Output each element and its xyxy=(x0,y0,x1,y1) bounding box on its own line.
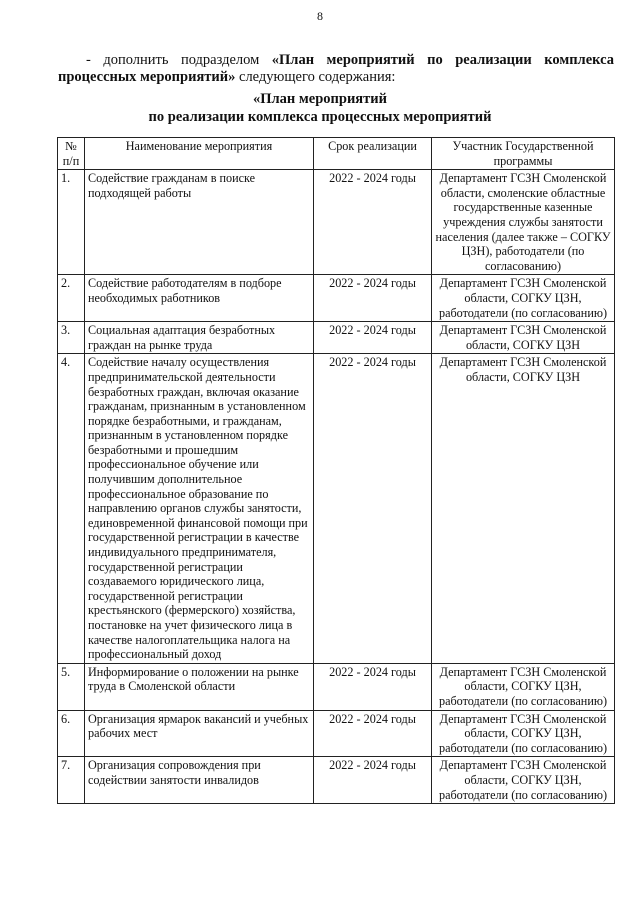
row-participant: Департамент ГСЗН Смоленской области, СОГКУ ЦЗН, работодатели (по согласованию) xyxy=(432,275,615,322)
header-participant: Участник Государственной программы xyxy=(432,138,615,170)
row-term: 2022 - 2024 годы xyxy=(314,275,432,322)
row-term: 2022 - 2024 годы xyxy=(314,322,432,354)
row-num: 4. xyxy=(58,354,85,663)
row-name: Содействие началу осуществления предпринимательской деятельности безработных граждан, включая оказание гражданам, признанным в установленном порядке безработными, и гражданам, признанным в установленном порядке безработными и прошедшим профессиональное обучение или получившим дополнительное профессиональное образование по направлению органов службы занятости, единовременной финансовой помощи при государственной регистрации в качестве индивидуального предпринимателя, государственной регистрации создаваемого юридического лица, государственной регистрации крестьянского (фермерского) хозяйства, постановке на учет физического лица в качестве налогоплательщика налога на профессиональный доход xyxy=(85,354,314,663)
row-participant: Департамент ГСЗН Смоленской области, СОГКУ ЦЗН, работодатели (по согласованию) xyxy=(432,663,615,710)
row-name: Социальная адаптация безработных граждан на рынке труда xyxy=(85,322,314,354)
header-num: № п/п xyxy=(58,138,85,170)
intro-prefix: - дополнить подразделом xyxy=(86,52,272,68)
plan-table xyxy=(57,137,615,804)
row-name: Информирование о положении на рынке труда в Смоленской области xyxy=(85,663,314,710)
row-name: Содействие работодателям в подборе необходимых работников xyxy=(85,275,314,322)
row-term: 2022 - 2024 годы xyxy=(314,170,432,275)
row-term: 2022 - 2024 годы xyxy=(314,757,432,804)
table-row xyxy=(58,275,615,322)
row-name: Организация ярмарок вакансий и учебных рабочих мест xyxy=(85,710,314,757)
row-name: Содействие гражданам в поиске подходящей работы xyxy=(85,170,314,275)
row-participant: Департамент ГСЗН Смоленской области, СОГКУ ЦЗН xyxy=(432,322,615,354)
row-participant: Департамент ГСЗН Смоленской области, СОГКУ ЦЗН xyxy=(432,354,615,663)
table-row xyxy=(58,663,615,710)
row-num: 1. xyxy=(58,170,85,275)
row-num: 6. xyxy=(58,710,85,757)
table-row xyxy=(58,354,615,663)
intro-subsection-title: «План мероприятий по реализации комплекса процессных мероприятий» xyxy=(58,52,614,85)
row-term: 2022 - 2024 годы xyxy=(314,663,432,710)
intro-paragraph xyxy=(58,52,614,86)
row-name: Организация сопровождения при содействии занятости инвалидов xyxy=(85,757,314,804)
table-row xyxy=(58,757,615,804)
plan-heading-line1: «План мероприятий xyxy=(253,91,387,107)
header-name: Наименование мероприятия xyxy=(85,138,314,170)
page-number: 8 xyxy=(317,9,323,23)
row-term: 2022 - 2024 годы xyxy=(314,710,432,757)
header-term: Срок реализации xyxy=(314,138,432,170)
intro-suffix: следующего содержания: xyxy=(235,69,396,85)
row-term: 2022 - 2024 годы xyxy=(314,354,432,663)
table-row xyxy=(58,170,615,275)
table-row xyxy=(58,322,615,354)
plan-heading-line2: по реализации комплекса процессных мероприятий xyxy=(148,109,492,125)
table-row xyxy=(58,710,615,757)
row-num: 2. xyxy=(58,275,85,322)
row-num: 3. xyxy=(58,322,85,354)
row-participant: Департамент ГСЗН Смоленской области, СОГКУ ЦЗН, работодатели (по согласованию) xyxy=(432,710,615,757)
row-participant: Департамент ГСЗН Смоленской области, смоленские областные государственные казенные учреждения службы занятости населения (далее также – СОГКУ ЦЗН), работодатели (по согласованию) xyxy=(432,170,615,275)
row-num: 5. xyxy=(58,663,85,710)
table-header-row xyxy=(58,138,615,170)
row-num: 7. xyxy=(58,757,85,804)
row-participant: Департамент ГСЗН Смоленской области, СОГКУ ЦЗН, работодатели (по согласованию) xyxy=(432,757,615,804)
